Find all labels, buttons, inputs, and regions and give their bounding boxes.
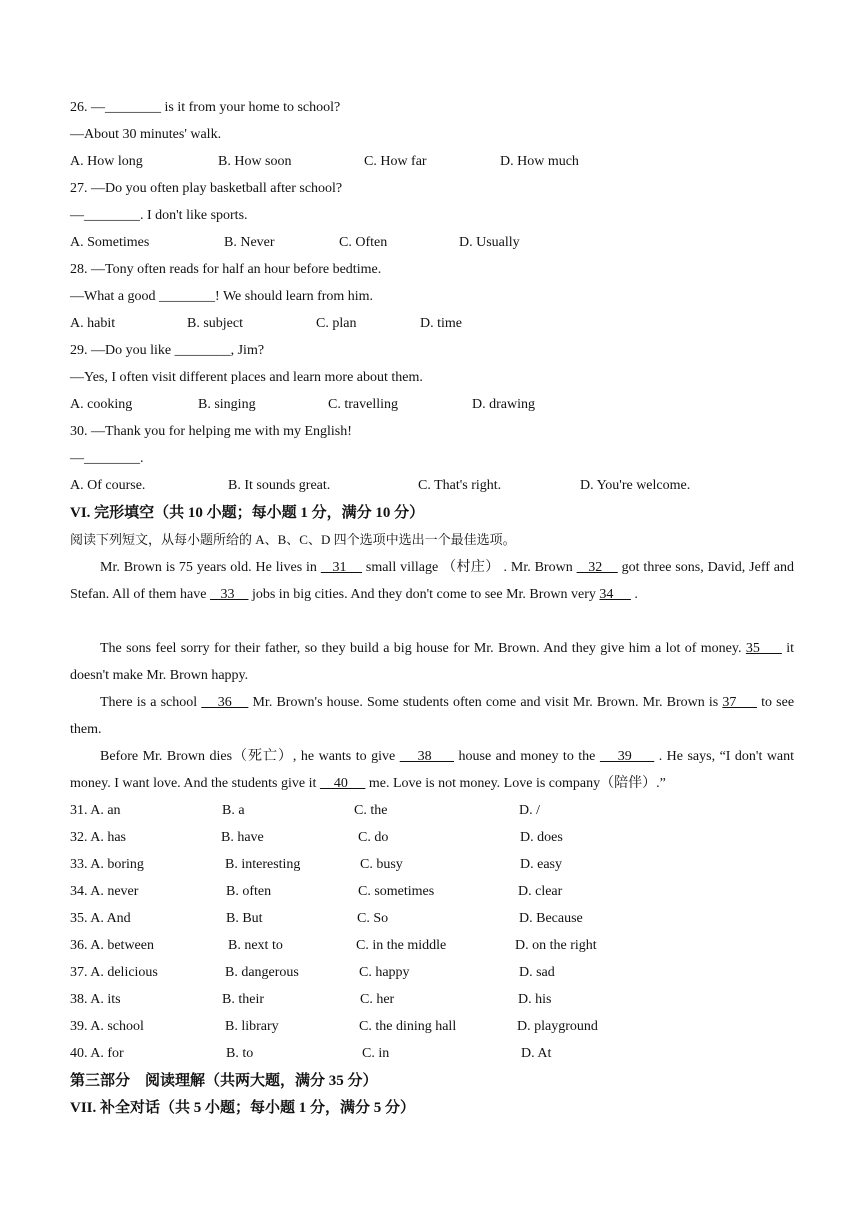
passage-text: Mr. Brown's house. Some students often come and visit Mr. Brown. Mr. Brown is bbox=[248, 695, 723, 710]
cloze-37-option-c: C. happy bbox=[359, 965, 410, 980]
q30-option-b: B. It sounds great. bbox=[228, 478, 331, 493]
blank-32: 32 bbox=[576, 560, 618, 575]
cloze-40-option-c: C. in bbox=[362, 1046, 390, 1061]
question-26-reply: —About 30 minutes' walk. bbox=[70, 127, 222, 142]
passage-text: house and money to the bbox=[454, 749, 600, 764]
q29-option-c: C. travelling bbox=[328, 397, 398, 412]
q26-option-d: D. How much bbox=[500, 154, 579, 169]
passage-text: . bbox=[630, 587, 638, 602]
q30-option-c: C. That's right. bbox=[418, 478, 502, 493]
cloze-33-option-a: 33. A. boring bbox=[70, 857, 144, 872]
blank-34: 34 bbox=[599, 587, 631, 602]
cloze-37-option-a: 37. A. delicious bbox=[70, 965, 158, 980]
question-28-stem: 28. —Tony often reads for half an hour before bedtime. bbox=[70, 262, 382, 277]
q27-option-c: C. Often bbox=[339, 235, 388, 250]
cloze-37-option-b: B. dangerous bbox=[225, 965, 299, 980]
part-3-title: 第三部分 阅读理解（共两大题，满分 35 分） bbox=[70, 1073, 378, 1089]
q30-option-d: D. You're welcome. bbox=[580, 478, 691, 493]
cloze-33-option-c: C. busy bbox=[360, 857, 403, 872]
cloze-37-option-d: D. sad bbox=[519, 965, 555, 980]
cloze-33-option-d: D. easy bbox=[520, 857, 562, 872]
cloze-34-option-a: 34. A. never bbox=[70, 884, 139, 899]
q29-option-d: D. drawing bbox=[472, 397, 535, 412]
blank-39: 39 bbox=[599, 749, 655, 764]
q28-option-d: D. time bbox=[420, 316, 462, 331]
blank-40: 40 bbox=[319, 776, 366, 791]
cloze-36-option-c: C. in the middle bbox=[356, 938, 447, 953]
cloze-40-option-a: 40. A. for bbox=[70, 1046, 124, 1061]
cloze-40-option-d: D. At bbox=[521, 1046, 552, 1061]
cloze-36-option-d: D. on the right bbox=[515, 938, 597, 953]
passage-text: There is a school bbox=[100, 695, 202, 710]
section-6-title: VI. 完形填空（共 10 小题；每小题 1 分，满分 10 分） bbox=[70, 505, 425, 521]
question-27-reply: —________. I don't like sports. bbox=[70, 208, 248, 223]
question-29-stem: 29. —Do you like ________, Jim? bbox=[70, 343, 265, 358]
q27-option-d: D. Usually bbox=[459, 235, 520, 250]
cloze-39-option-a: 39. A. school bbox=[70, 1019, 144, 1034]
q26-option-a: A. How long bbox=[70, 154, 143, 169]
passage-text: me. Love is not money. Love is company（陪伴）.” bbox=[365, 776, 666, 791]
cloze-35-option-d: D. Because bbox=[519, 911, 583, 926]
cloze-32-option-a: 32. A. has bbox=[70, 830, 126, 845]
question-28-reply: —What a good ________! We should learn from him. bbox=[70, 289, 374, 304]
section-7-title: VII. 补全对话（共 5 小题；每小题 1 分，满分 5 分） bbox=[70, 1100, 416, 1116]
q29-option-a: A. cooking bbox=[70, 397, 133, 412]
cloze-36-option-b: B. next to bbox=[228, 938, 283, 953]
cloze-31-option-b: B. a bbox=[222, 803, 245, 818]
q27-option-b: B. Never bbox=[224, 235, 275, 250]
cloze-34-option-d: D. clear bbox=[518, 884, 563, 899]
cloze-38-option-a: 38. A. its bbox=[70, 992, 121, 1007]
cloze-31-option-a: 31. A. an bbox=[70, 803, 121, 818]
section-6-instruction: 阅读下列短文，从每小题所给的 A、B、C、D 四个选项中选出一个最佳选项。 bbox=[70, 532, 516, 547]
passage-text: Before Mr. Brown dies（死亡）, he wants to give bbox=[100, 749, 400, 764]
passage-paragraph-4 bbox=[70, 743, 794, 797]
cloze-38-option-c: C. her bbox=[360, 992, 395, 1007]
question-27-stem: 27. —Do you often play basketball after school? bbox=[70, 181, 343, 196]
cloze-32-option-c: C. do bbox=[358, 830, 389, 845]
q28-option-b: B. subject bbox=[187, 316, 243, 331]
blank-35: 35 bbox=[745, 641, 782, 656]
q26-option-c: C. How far bbox=[364, 154, 427, 169]
blank-38: 38 bbox=[399, 749, 455, 764]
blank-31: 31 bbox=[320, 560, 362, 575]
cloze-40-option-b: B. to bbox=[226, 1046, 254, 1061]
cloze-39-option-d: D. playground bbox=[517, 1019, 598, 1034]
blank-37: 37 bbox=[722, 695, 757, 710]
cloze-39-option-b: B. library bbox=[225, 1019, 279, 1034]
passage-text: it doesn't make Mr. Brown happy. bbox=[70, 641, 794, 683]
passage-paragraph-1 bbox=[70, 554, 794, 608]
passage-paragraph-3 bbox=[70, 689, 794, 743]
passage-paragraph-2 bbox=[70, 635, 794, 689]
cloze-31-option-c: C. the bbox=[354, 803, 388, 818]
passage-text: jobs in big cities. And they don't come to see Mr. Brown very bbox=[248, 587, 600, 602]
passage-text: small village （村庄） . Mr. Brown bbox=[362, 560, 577, 575]
passage-text: . He says, “I don't want money. I want love. And the students give it bbox=[70, 749, 795, 791]
passage-text: Mr. Brown is 75 years old. He lives in bbox=[100, 560, 321, 575]
passage-text: The sons feel sorry for their father, so they build a big house for Mr. Brown. And they give him a lot of money. bbox=[100, 641, 746, 656]
question-29-reply: —Yes, I often visit different places and learn more about them. bbox=[70, 370, 423, 385]
question-30-stem: 30. —Thank you for helping me with my English! bbox=[70, 424, 352, 439]
cloze-34-option-b: B. often bbox=[226, 884, 272, 899]
cloze-33-option-b: B. interesting bbox=[225, 857, 301, 872]
passage-text: to see them. bbox=[70, 695, 795, 737]
q30-option-a: A. Of course. bbox=[70, 478, 146, 493]
cloze-35-option-b: B. But bbox=[226, 911, 263, 926]
cloze-34-option-c: C. sometimes bbox=[358, 884, 435, 899]
cloze-36-option-a: 36. A. between bbox=[70, 938, 154, 953]
blank-33: 33 bbox=[209, 587, 249, 602]
question-30-reply: —________. bbox=[70, 451, 144, 466]
q28-option-c: C. plan bbox=[316, 316, 357, 331]
q28-option-a: A. habit bbox=[70, 316, 116, 331]
passage-text: got three sons, David, Jeff and Stefan. All of them have bbox=[70, 560, 795, 602]
q27-option-a: A. Sometimes bbox=[70, 235, 150, 250]
cloze-32-option-d: D. does bbox=[520, 830, 563, 845]
cloze-38-option-d: D. his bbox=[518, 992, 552, 1007]
q26-option-b: B. How soon bbox=[218, 154, 292, 169]
cloze-35-option-a: 35. A. And bbox=[70, 911, 131, 926]
cloze-39-option-c: C. the dining hall bbox=[359, 1019, 457, 1034]
cloze-38-option-b: B. their bbox=[222, 992, 264, 1007]
cloze-35-option-c: C. So bbox=[357, 911, 389, 926]
question-26-stem: 26. —________ is it from your home to school? bbox=[70, 100, 341, 115]
q29-option-b: B. singing bbox=[198, 397, 256, 412]
cloze-31-option-d: D. / bbox=[519, 803, 540, 818]
cloze-32-option-b: B. have bbox=[221, 830, 264, 845]
blank-36: 36 bbox=[201, 695, 249, 710]
